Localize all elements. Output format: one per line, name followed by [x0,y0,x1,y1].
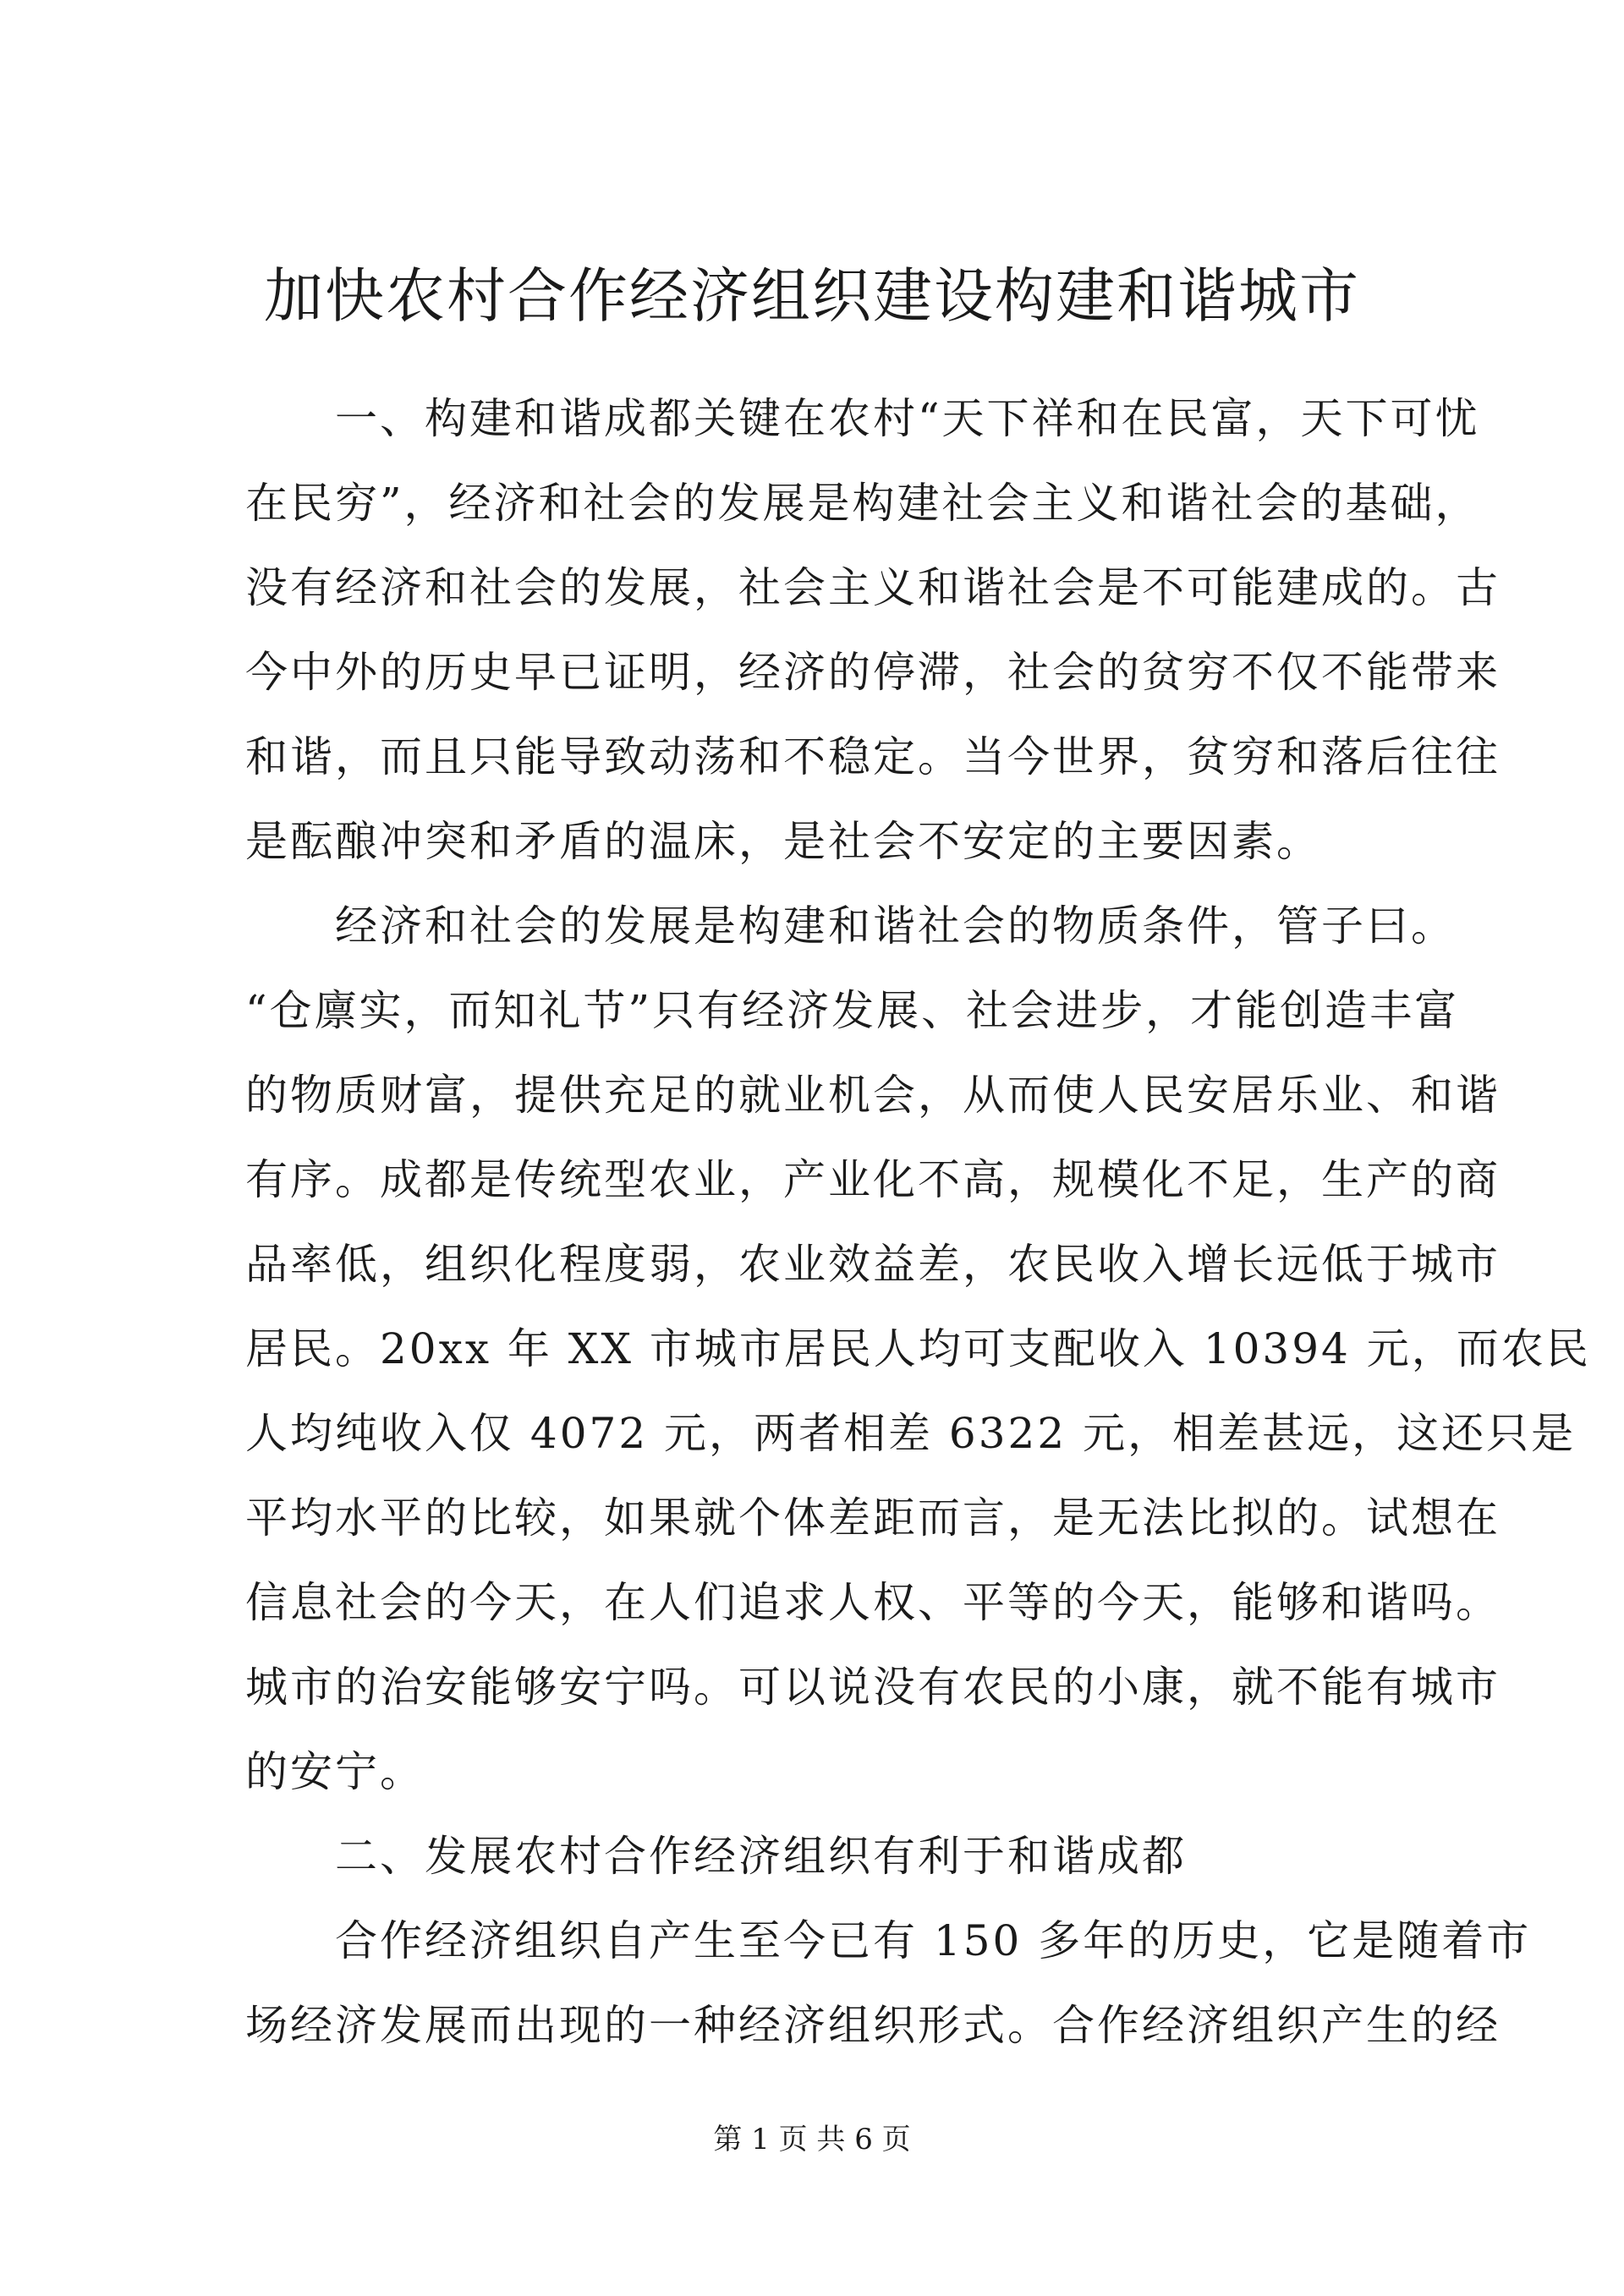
document-title: 加快农村合作经济组织建设构建和谐城市 [264,261,1360,331]
document-body [245,376,1591,2068]
paragraph [245,1899,1532,2068]
text-line: 今中外的历史早已证明，经济的停滞，社会的贫穷不仅不能带来 [245,648,1501,697]
text-line: 信息社会的今天，在人们追求人权、平等的今天，能够和谐吗。 [245,1578,1501,1627]
text-line: 平均水平的比较，如果就个体差距而言，是无法比拟的。试想在 [245,1493,1501,1543]
paragraph [245,884,1591,1814]
text-line: 经济和社会的发展是构建和谐社会的物质条件，管子曰。 [245,901,1456,951]
text-line: 一、构建和谐成都关键在农村“天下祥和在民富，天下可忧 [245,394,1480,443]
text-line: 场经济发展而出现的一种经济组织形式。合作经济组织产生的经 [245,2001,1501,2050]
text-line: 的物质财富，提供充足的就业机会，从而使人民安居乐业、和谐 [245,1071,1501,1120]
page-footer: 第 1 页 共 6 页 [713,2123,911,2156]
paragraph [245,376,1501,884]
text-line: 的安宁。 [245,1747,425,1796]
text-line: “仓廪实，而知礼节”只有经济发展、社会进步，才能创造丰富 [245,986,1460,1035]
section-heading [245,1814,1421,1899]
text-line: 没有经济和社会的发展，社会主义和谐社会是不可能建成的。古 [245,563,1501,612]
text-line: 城市的治安能够安宁吗。可以说没有农民的小康，就不能有城市 [245,1663,1501,1712]
text-line: 在民穷”，经济和社会的发展是构建社会主义和谐社会的基础， [245,479,1480,528]
text-line: 人均纯收入仅 4072 元，两者相差 6322 元，相差甚远，这还只是 [245,1409,1577,1458]
text-line: 有序。成都是传统型农业，产业化不高，规模化不足，生产的商 [245,1155,1501,1204]
text-line: 和谐，而且只能导致动荡和不稳定。当今世界，贫穷和落后往往 [245,732,1501,781]
text-line: 品率低，组织化程度弱，农业效益差，农民收入增长远低于城市 [245,1240,1501,1289]
text-line: 二、发展农村合作经济组织有利于和谐成都 [245,1832,1187,1881]
text-line: 是酝酿冲突和矛盾的温床，是社会不安定的主要因素。 [245,817,1321,866]
text-line: 居民。20xx 年 XX 市城市居民人均可支配收入 10394 元，而农民 [245,1324,1591,1373]
text-line: 合作经济组织自产生至今已有 150 多年的历史，它是随着市 [245,1916,1532,1965]
